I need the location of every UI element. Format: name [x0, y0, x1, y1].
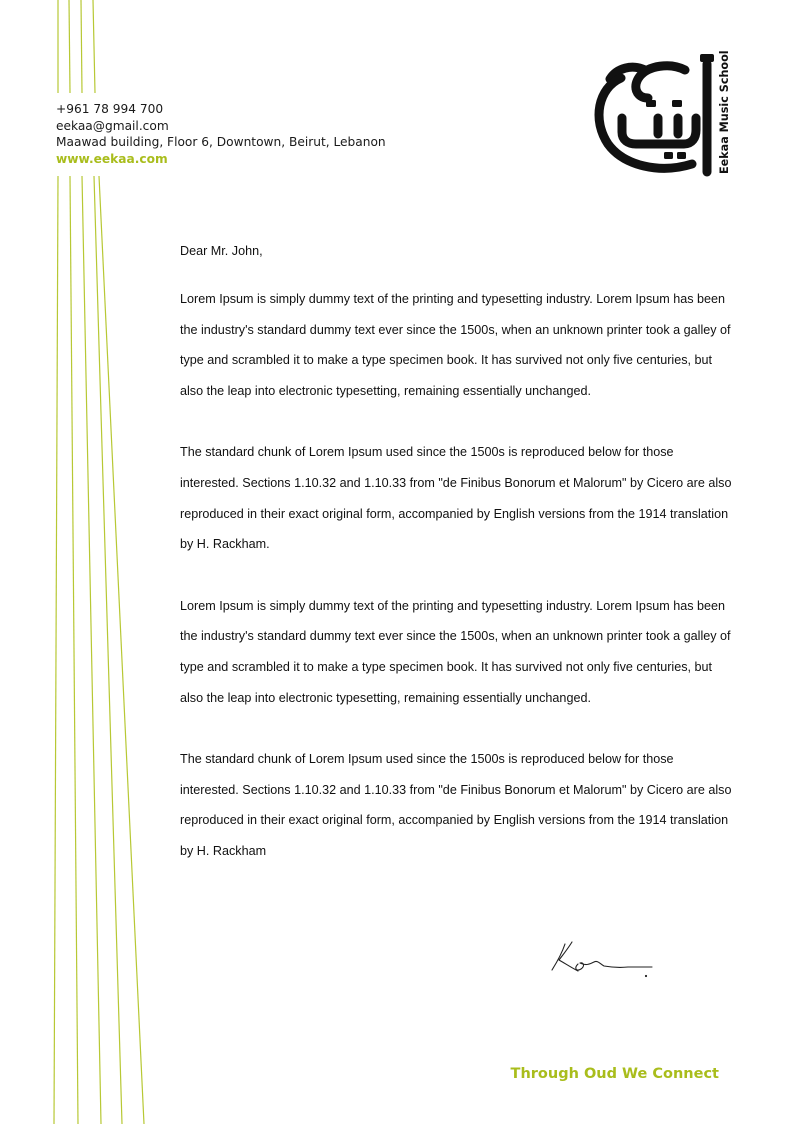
logo-arabic-calligraphy	[588, 54, 734, 178]
paragraph: The standard chunk of Lorem Ipsum used since the 1500s is reproduced below for those interested. Sections 1.10.32 and 1.10.33 from "de Finibus Bonorum et Malorum" by Cicero are also reproduced in their exact original form, accompanied by English versions from the 1914 translation by H. Rackham	[180, 752, 732, 858]
paragraph: Lorem Ipsum is simply dummy text of the printing and typesetting industry. Lorem Ipsum has been the industry's standard dummy text ever since the 1500s, when an unknown printer took a galley of type and scrambled it to make a type specimen book. It has survived not only five centuries, but also the leap into electronic typesetting, remaining essentially unchanged.	[180, 598, 731, 705]
letter-body	[180, 240, 735, 898]
contact-email[interactable]: eekaa@gmail.com	[56, 118, 169, 133]
paragraph: Lorem Ipsum is simply dummy text of the printing and typesetting industry. Lorem Ipsum has been the industry's standard dummy text ever since the 1500s, when an unknown printer took a galley of type and scrambled it to make a type specimen book. It has survived not only five centuries, but also the leap into electronic typesetting, remaining essentially unchanged.	[180, 292, 731, 398]
contact-block	[56, 101, 386, 167]
footer-tagline: Through Oud We Connect	[510, 1066, 719, 1082]
paragraph: The standard chunk of Lorem Ipsum used since the 1500s is reproduced below for those interested. Sections 1.10.32 and 1.10.33 from "de Finibus Bonorum et Malorum" by Cicero are also reproduced in their exact original form, accompanied by English versions from the 1914 translation by H. Rackham.	[180, 445, 732, 552]
contact-address: Maawad building, Floor 6, Downtown, Beirut, Lebanon	[56, 135, 386, 149]
salutation: Dear Mr. John,	[180, 244, 263, 258]
brand-name-vertical: Eekaa Music School	[718, 50, 731, 174]
contact-phone: +961 78 994 700	[56, 102, 164, 116]
contact-website[interactable]: www.eekaa.com	[56, 151, 168, 166]
handwritten-signature	[548, 938, 660, 984]
